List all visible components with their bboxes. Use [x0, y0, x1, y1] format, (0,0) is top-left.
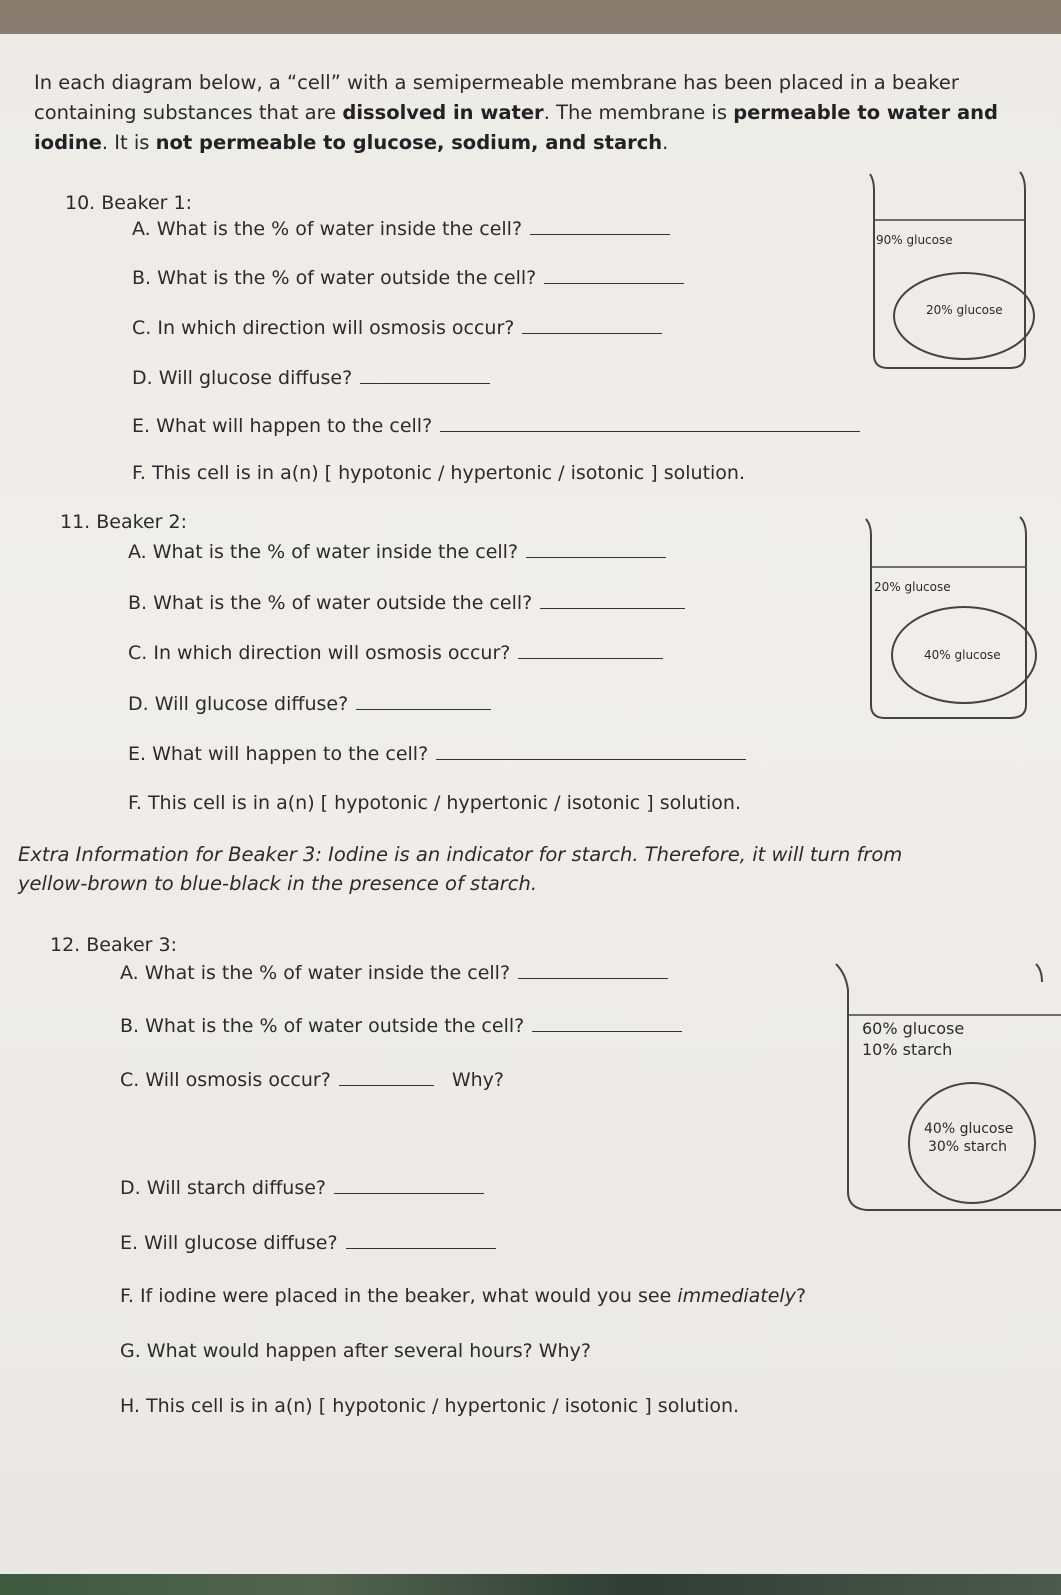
beaker1-diagram: [860, 170, 1035, 375]
beaker3-question-c: C. Will osmosis occur? Why?: [120, 1069, 504, 1091]
beaker2-title: 11. Beaker 2:: [60, 511, 187, 533]
background-surface: [0, 1574, 1061, 1595]
answer-blank[interactable]: [440, 413, 860, 432]
answer-blank[interactable]: [544, 265, 684, 284]
beaker2-question-d: D. Will glucose diffuse?: [128, 691, 491, 715]
beaker1-question-e: E. What will happen to the cell?: [132, 413, 860, 437]
answer-blank[interactable]: [518, 960, 668, 979]
beaker1-question-d: D. Will glucose diffuse?: [132, 365, 490, 389]
beaker3-question-h: H. This cell is in a(n) [ hypotonic / hypertonic / isotonic ] solution.: [120, 1395, 740, 1417]
beaker3-title: 12. Beaker 3:: [50, 934, 177, 956]
beaker1-outside-label: 90% glucose: [876, 233, 953, 247]
beaker1-inside-label: 20% glucose: [926, 303, 1003, 317]
extra-info-line-2: yellow-brown to blue-black in the presence of starch.: [18, 872, 538, 895]
beaker3-question-f: F. If iodine were placed in the beaker, what would you see immediately?: [120, 1285, 807, 1307]
beaker3-question-g: G. What would happen after several hours? Why?: [120, 1340, 591, 1362]
beaker3-question-a: A. What is the % of water inside the cell?: [120, 960, 668, 984]
extra-info-line-1: Extra Information for Beaker 3: Iodine is an indicator for starch. Therefore, it will turn from: [18, 843, 903, 866]
answer-blank[interactable]: [532, 1013, 682, 1032]
answer-blank[interactable]: [356, 691, 491, 710]
intro-paragraph: [34, 68, 1024, 158]
beaker3-question-d: D. Will starch diffuse?: [120, 1175, 484, 1199]
beaker1-question-a: A. What is the % of water inside the cell?: [132, 216, 670, 240]
answer-blank[interactable]: [334, 1175, 484, 1194]
answer-blank[interactable]: [518, 640, 663, 659]
beaker3-diagram: [832, 960, 1061, 1220]
beaker3-question-b: B. What is the % of water outside the cell?: [120, 1013, 682, 1037]
answer-blank[interactable]: [530, 216, 670, 235]
beaker2-question-a: A. What is the % of water inside the cell?: [128, 539, 666, 563]
answer-blank[interactable]: [360, 365, 490, 384]
beaker-rim: [1036, 964, 1042, 982]
beaker2-inside-label: 40% glucose: [924, 648, 1001, 662]
intro-line-1: In each diagram below, a “cell” with a semipermeable membrane has been placed in a beaker: [34, 71, 959, 94]
intro-line-2: containing substances that are dissolved in water. The membrane is permeable to water and: [34, 101, 999, 124]
beaker2-question-e: E. What will happen to the cell?: [128, 741, 746, 765]
beaker1-question-c: C. In which direction will osmosis occur?: [132, 315, 662, 339]
beaker3-question-e: E. Will glucose diffuse?: [120, 1230, 496, 1254]
answer-blank[interactable]: [540, 590, 685, 609]
beaker-outline: [870, 172, 1025, 368]
beaker2-question-f: F. This cell is in a(n) [ hypotonic / hypertonic / isotonic ] solution.: [128, 792, 742, 814]
beaker2-diagram: [858, 515, 1038, 730]
beaker1-title: 10. Beaker 1:: [65, 192, 192, 214]
beaker3-outside-label-glucose: 60% glucose: [862, 1019, 965, 1038]
answer-blank[interactable]: [346, 1230, 496, 1249]
beaker3-inside-label-glucose: 40% glucose: [924, 1121, 1014, 1137]
answer-blank[interactable]: [339, 1067, 434, 1086]
answer-blank[interactable]: [436, 741, 746, 760]
beaker2-outside-label: 20% glucose: [874, 580, 951, 594]
beaker3-outside-label-starch: 10% starch: [862, 1040, 953, 1059]
beaker3-inside-label-starch: 30% starch: [928, 1139, 1007, 1155]
beaker2-question-c: C. In which direction will osmosis occur?: [128, 640, 663, 664]
beaker2-question-b: B. What is the % of water outside the cell?: [128, 590, 685, 614]
beaker1-question-f: F. This cell is in a(n) [ hypotonic / hypertonic / isotonic ] solution.: [132, 462, 746, 484]
beaker1-question-b: B. What is the % of water outside the cell?: [132, 265, 684, 289]
answer-blank[interactable]: [526, 539, 666, 558]
beaker-outline: [866, 517, 1026, 718]
intro-line-3: iodine. It is not permeable to glucose, sodium, and starch.: [34, 131, 669, 154]
answer-blank[interactable]: [522, 315, 662, 334]
